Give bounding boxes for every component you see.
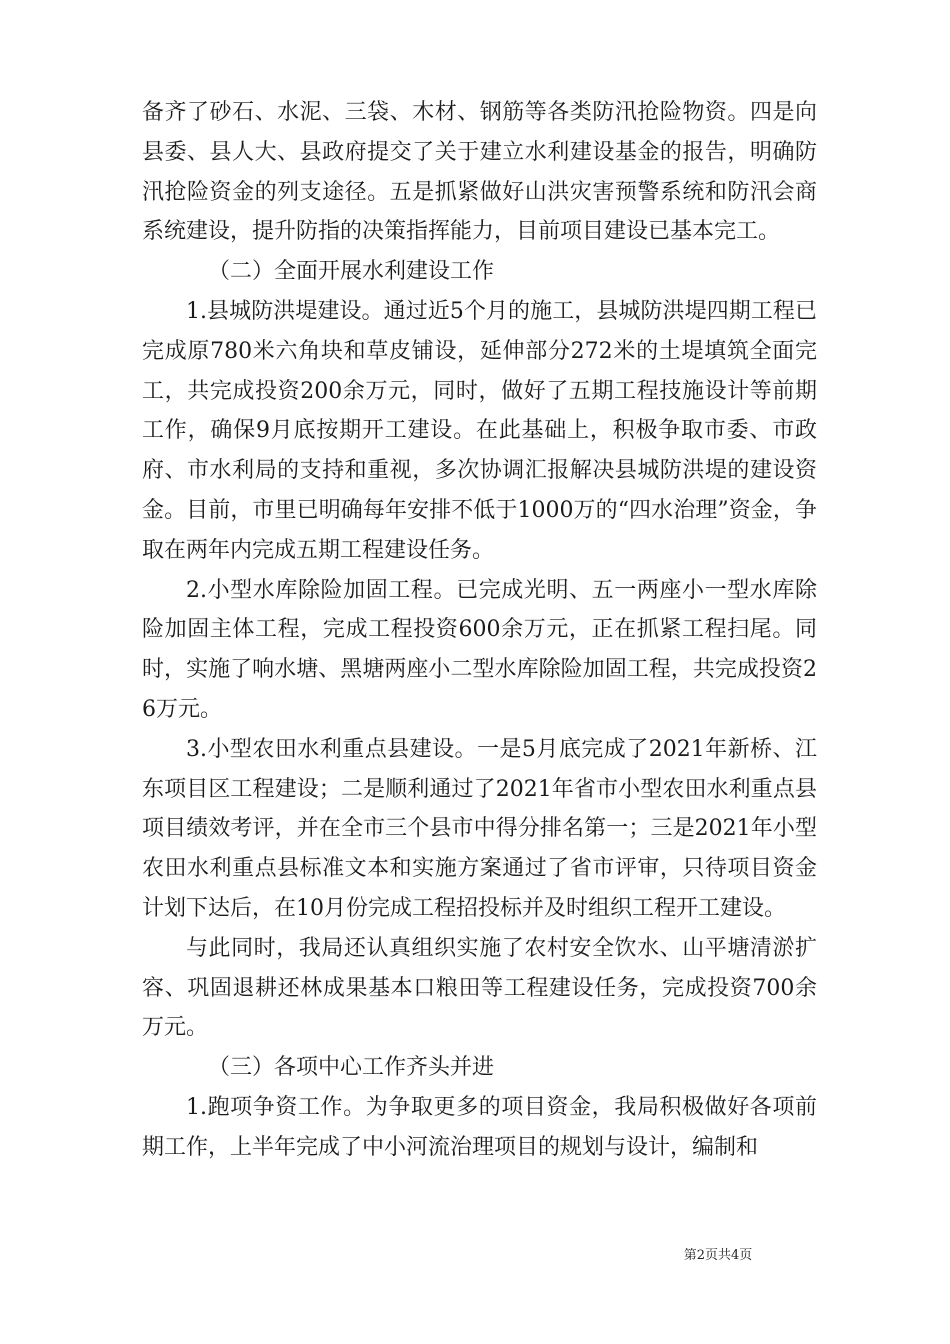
page-footer bbox=[0, 1247, 950, 1265]
paragraph-farmland: 3.小型农田水利重点县建设。一是5月底完成了2021年新桥、江东项目区工程建设；二是顺利通过了2021年省市小型农田水利重点县项目绩效考评，并在全市三个县市中得分排名第一；三是2021年小型农田水利重点县标准文本和实施方案通过了省市评审，只待项目资金计划下达后，在10月份完成工程招投标并及时组织工程开工建设。 bbox=[142, 736, 817, 921]
document-body bbox=[142, 93, 817, 1168]
page-number: 第2页共4页 bbox=[683, 1248, 753, 1263]
paragraph-meanwhile: 与此同时，我局还认真组织实施了农村安全饮水、山平塘清淤扩容、巩固退耕还林成果基本口粮田等工程建设任务，完成投资700余万元。 bbox=[142, 935, 817, 1041]
section-heading-3: （三）各项中心工作齐头并进 bbox=[208, 1055, 495, 1081]
paragraph-flood-levee: 1.县城防洪堤建设。通过近5个月的施工，县城防洪堤四期工程已完成原780米六角块和草皮铺设，延伸部分272米的土堤填筑全面完工，共完成投资200余万元，同时，做好了五期工程技施设计等前期工作，确保9月底按期开工建设。在此基础上，积极争取市委、市政府、市水利局的支持和重视，多次协调汇报解决县城防洪堤的建设资金。目前，市里已明确每年安排不低于1000万的“四水治理”资金，争取在两年内完成五期工程建设任务。 bbox=[142, 298, 818, 563]
paragraph-reservoir: 2.小型水库除险加固工程。已完成光明、五一两座小一型水库除险加固主体工程，完成工程投资600余万元，正在抓紧工程扫尾。同时，实施了响水塘、黑塘两座小二型水库除险加固工程，共完成投资26万元。 bbox=[142, 577, 817, 722]
section-heading-2: （二）全面开展水利建设工作 bbox=[208, 259, 495, 285]
paragraph-funding: 1.跑项争资工作。为争取更多的项目资金，我局积极做好各项前期工作，上半年完成了中小河流治理项目的规划与设计，编制和 bbox=[142, 1094, 817, 1160]
paragraph-continued: 备齐了砂石、水泥、三袋、木材、钢筋等各类防汛抢险物资。四是向县委、县人大、县政府提交了关于建立水利建设基金的报告，明确防汛抢险资金的列支途径。五是抓紧做好山洪灾害预警系统和防汛会商系统建设，提升防指的决策指挥能力，目前项目建设已基本完工。 bbox=[142, 100, 817, 245]
